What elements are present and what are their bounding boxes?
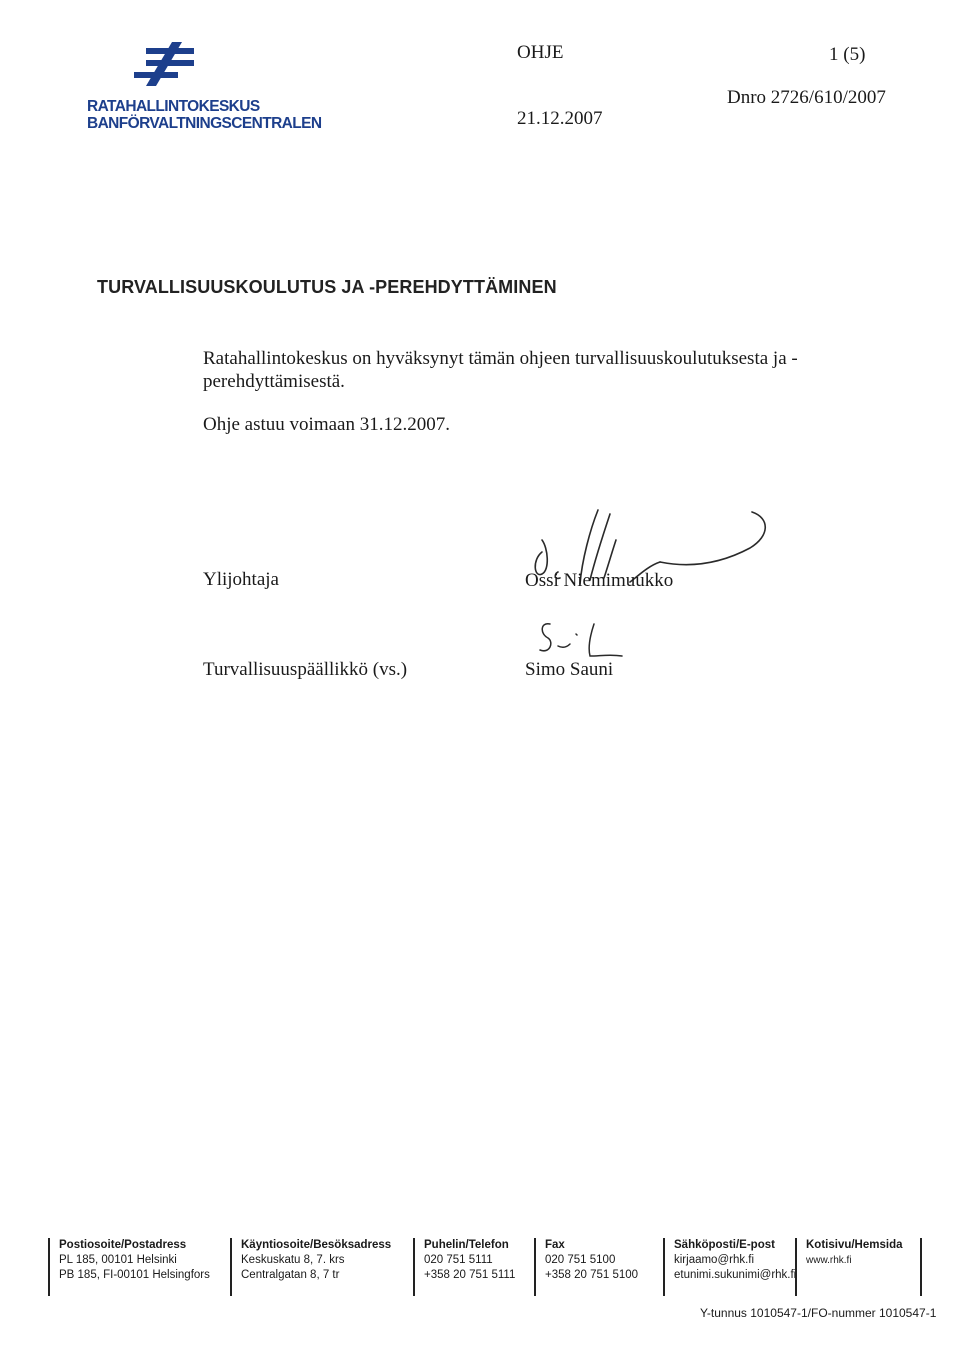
org-name-sv: BANFÖRVALTNINGSCENTRALEN <box>87 115 322 132</box>
footer-line: www.rhk.fi <box>806 1255 852 1266</box>
signatory-name-1: Ossi Niemimuukko <box>525 570 674 591</box>
signatory-name-2: Simo Sauni <box>525 659 614 680</box>
footer-line: etunimi.sukunimi@rhk.fi <box>674 1269 797 1281</box>
footer-heading: Postiosoite/Postadress <box>59 1239 187 1251</box>
footer-heading: Kotisivu/Hemsida <box>806 1239 903 1251</box>
footer-fax <box>534 1238 638 1296</box>
footer-heading: Puhelin/Telefon <box>424 1239 509 1251</box>
organization-name <box>87 98 321 132</box>
effective-date-paragraph: Ohje astuu voimaan 31.12.2007. <box>203 414 450 435</box>
footer-postal-address <box>48 1238 210 1296</box>
footer-email <box>663 1238 796 1296</box>
footer-line: +358 20 751 5100 <box>545 1269 639 1281</box>
footer-phone <box>413 1238 515 1296</box>
page-number: 1 (5) <box>829 44 866 65</box>
document-type: OHJE <box>517 42 564 63</box>
footer-line: 020 751 5100 <box>545 1254 616 1266</box>
footer-line: +358 20 751 5111 <box>424 1269 516 1281</box>
footer-heading: Käyntiosoite/Besöksadress <box>241 1239 392 1251</box>
footer-heading: Sähköposti/E-post <box>674 1239 775 1251</box>
business-id: Y-tunnus 1010547-1/FO-nummer 1010547-1 <box>700 1306 937 1320</box>
footer-heading: Fax <box>545 1239 565 1251</box>
document-date: 21.12.2007 <box>517 108 603 129</box>
footer-line: 020 751 5111 <box>424 1254 493 1266</box>
record-number: Dnro 2726/610/2007 <box>727 87 886 108</box>
footer-website <box>795 1238 903 1296</box>
footer-divider <box>920 1238 922 1296</box>
signatory-role-1: Ylijohtaja <box>203 569 279 590</box>
rhk-logo-icon <box>132 42 196 86</box>
org-name-fi: RATAHALLINTOKESKUS <box>87 98 260 115</box>
footer-visiting-address <box>230 1238 391 1296</box>
footer-line: Centralgatan 8, 7 tr <box>241 1269 340 1281</box>
footer-line: Keskuskatu 8, 7. krs <box>241 1254 345 1266</box>
footer-line: PB 185, FI-00101 Helsingfors <box>59 1269 210 1281</box>
footer-line: kirjaamo@rhk.fi <box>674 1254 755 1266</box>
approval-paragraph: Ratahallintokeskus on hyväksynyt tämän ohjeen turvallisuuskoulutuksesta ja -perehdyttämisestä. <box>203 348 798 392</box>
document-title: TURVALLISUUSKOULUTUS JA -PEREHDYTTÄMINEN <box>97 277 557 297</box>
signatory-role-2: Turvallisuuspäällikkö (vs.) <box>203 659 408 680</box>
footer-line: PL 185, 00101 Helsinki <box>59 1254 177 1266</box>
footer <box>0 1238 960 1298</box>
